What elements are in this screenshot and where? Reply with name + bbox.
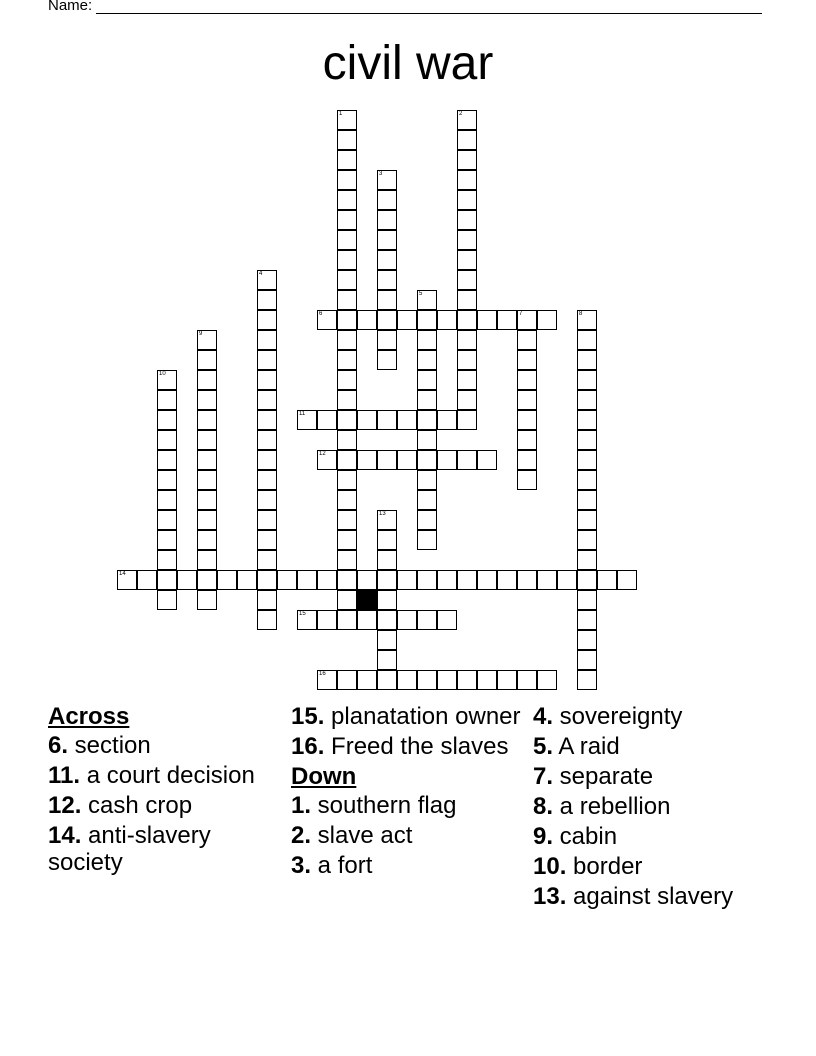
grid-cell[interactable]: [477, 570, 497, 590]
grid-cell[interactable]: [417, 450, 437, 470]
grid-cell[interactable]: [317, 410, 337, 430]
grid-cell[interactable]: [377, 410, 397, 430]
grid-cell[interactable]: [337, 670, 357, 690]
clue-2: 2. slave act: [291, 822, 413, 849]
grid-cell[interactable]: [377, 550, 397, 570]
grid-cell[interactable]: [417, 510, 437, 530]
grid-cell[interactable]: [257, 410, 277, 430]
grid-cell[interactable]: [617, 570, 637, 590]
grid-cell[interactable]: [437, 450, 457, 470]
grid-cell[interactable]: [357, 610, 377, 630]
name-label: Name:: [48, 0, 93, 14]
grid-cell[interactable]: [377, 630, 397, 650]
grid-cell[interactable]: [397, 610, 417, 630]
grid-cell[interactable]: [317, 450, 337, 470]
grid-cell[interactable]: [377, 350, 397, 370]
grid-cell[interactable]: [257, 530, 277, 550]
grid-cell[interactable]: [397, 410, 417, 430]
cell-number: 8: [579, 311, 583, 317]
clue-5: 5. A raid: [533, 733, 620, 760]
grid-cell[interactable]: [157, 410, 177, 430]
grid-cell[interactable]: [517, 450, 537, 470]
grid-cell[interactable]: [197, 550, 217, 570]
grid-cell[interactable]: [197, 590, 217, 610]
grid-cell[interactable]: [457, 230, 477, 250]
grid-cell[interactable]: [517, 310, 537, 330]
clue-4: 4. sovereignty: [533, 703, 683, 730]
grid-cell[interactable]: [417, 530, 437, 550]
grid-cell[interactable]: [437, 610, 457, 630]
grid-cell[interactable]: [157, 490, 177, 510]
grid-cell[interactable]: [337, 570, 357, 590]
clue-9: 9. cabin: [533, 823, 618, 850]
grid-cell[interactable]: [377, 190, 397, 210]
grid-cell[interactable]: [377, 590, 397, 610]
grid-cell[interactable]: [457, 130, 477, 150]
grid-cell[interactable]: [297, 570, 317, 590]
grid-cell[interactable]: [157, 510, 177, 530]
grid-cell[interactable]: [377, 510, 397, 530]
grid-cell[interactable]: [517, 370, 537, 390]
grid-cell[interactable]: [197, 330, 217, 350]
grid-cell[interactable]: [337, 450, 357, 470]
clue-10: 10. border: [533, 853, 643, 880]
clues-column-2: [291, 703, 521, 882]
cell-number: 4: [259, 271, 263, 277]
grid-cell[interactable]: [157, 530, 177, 550]
grid-cell[interactable]: [317, 570, 337, 590]
cell-number: 1: [339, 111, 343, 117]
grid-cell[interactable]: [337, 210, 357, 230]
grid-cell[interactable]: [577, 590, 597, 610]
cell-number: 6: [319, 311, 323, 317]
grid-cell[interactable]: [137, 570, 157, 590]
grid-cell[interactable]: [337, 530, 357, 550]
grid-cell[interactable]: [257, 610, 277, 630]
grid-cell[interactable]: [217, 570, 237, 590]
grid-cell[interactable]: [337, 170, 357, 190]
grid-cell[interactable]: [577, 550, 597, 570]
cell-number: 12: [319, 451, 326, 457]
grid-cell[interactable]: [157, 570, 177, 590]
clue-1: 1. southern flag: [291, 792, 457, 819]
grid-cell[interactable]: [337, 310, 357, 330]
grid-cell[interactable]: [317, 610, 337, 630]
grid-cell[interactable]: [337, 390, 357, 410]
grid-cell[interactable]: [157, 550, 177, 570]
grid-cell[interactable]: [417, 390, 437, 410]
cell-number: 10: [159, 371, 166, 377]
grid-cell[interactable]: [397, 570, 417, 590]
grid-cell[interactable]: [457, 370, 477, 390]
grid-cell[interactable]: [377, 170, 397, 190]
page-title: civil war: [322, 37, 494, 90]
grid-cell[interactable]: [457, 390, 477, 410]
grid-cell[interactable]: [577, 330, 597, 350]
grid-cell[interactable]: [257, 490, 277, 510]
grid-cell[interactable]: [457, 150, 477, 170]
grid-cell[interactable]: [377, 250, 397, 270]
grid-cell[interactable]: [377, 330, 397, 350]
grid-cell[interactable]: [537, 670, 557, 690]
grid-cell[interactable]: [257, 450, 277, 470]
grid-cell[interactable]: [397, 310, 417, 330]
grid-cell[interactable]: [417, 410, 437, 430]
grid-cell[interactable]: [577, 650, 597, 670]
grid-cell[interactable]: [517, 570, 537, 590]
grid-cell[interactable]: [157, 430, 177, 450]
clue-6: 6. section: [48, 732, 151, 759]
cell-number: 11: [299, 411, 306, 417]
grid-cell[interactable]: [417, 370, 437, 390]
grid-cell[interactable]: [357, 410, 377, 430]
grid-cell[interactable]: [197, 510, 217, 530]
grid-cell[interactable]: [257, 270, 277, 290]
grid-cell[interactable]: [357, 450, 377, 470]
grid-cell[interactable]: [337, 410, 357, 430]
grid-cell[interactable]: [517, 350, 537, 370]
grid-cell[interactable]: [457, 670, 477, 690]
grid-cell[interactable]: [497, 310, 517, 330]
grid-cell[interactable]: [197, 370, 217, 390]
grid-cell[interactable]: [497, 570, 517, 590]
grid-cell[interactable]: [257, 570, 277, 590]
clue-3: 3. a fort: [291, 852, 373, 879]
grid-cell[interactable]: [317, 670, 337, 690]
grid-cell[interactable]: [457, 350, 477, 370]
grid-cell[interactable]: [437, 310, 457, 330]
grid-cell[interactable]: [577, 530, 597, 550]
grid-cell[interactable]: [457, 330, 477, 350]
grid-cell[interactable]: [417, 330, 437, 350]
cell-number: 15: [299, 611, 306, 617]
grid-cell[interactable]: [157, 470, 177, 490]
grid-cell[interactable]: [337, 610, 357, 630]
grid-cell[interactable]: [577, 610, 597, 630]
grid-cell[interactable]: [517, 390, 537, 410]
grid-cell[interactable]: [517, 330, 537, 350]
grid-cell[interactable]: [577, 410, 597, 430]
grid-cell[interactable]: [457, 210, 477, 230]
grid-cell[interactable]: [577, 310, 597, 330]
grid-cell[interactable]: [577, 430, 597, 450]
grid-cell[interactable]: [577, 470, 597, 490]
clues-column-3: [533, 703, 763, 913]
grid-cell[interactable]: [337, 270, 357, 290]
grid-cell[interactable]: [257, 430, 277, 450]
grid-cell[interactable]: [337, 550, 357, 570]
grid-cell[interactable]: [377, 310, 397, 330]
grid-cell[interactable]: [197, 350, 217, 370]
grid-cell[interactable]: [377, 650, 397, 670]
grid-cell[interactable]: [357, 310, 377, 330]
clues-column-1: [48, 703, 278, 879]
clue-8: 8. a rebellion: [533, 793, 671, 820]
grid-cell[interactable]: [577, 630, 597, 650]
grid-cell[interactable]: [397, 670, 417, 690]
grid-cell[interactable]: [197, 430, 217, 450]
grid-cell[interactable]: [577, 370, 597, 390]
grid-cell[interactable]: [457, 410, 477, 430]
grid-cell[interactable]: [417, 310, 437, 330]
down-heading: Down: [291, 763, 357, 790]
grid-cell[interactable]: [577, 390, 597, 410]
cell-number: 9: [199, 331, 203, 337]
grid-cell[interactable]: [337, 190, 357, 210]
clue-13: 13. against slavery: [533, 883, 734, 910]
grid-cell[interactable]: [517, 430, 537, 450]
grid-cell[interactable]: [257, 590, 277, 610]
grid-cell[interactable]: [377, 610, 397, 630]
cell-number: 5: [419, 291, 423, 297]
grid-cell[interactable]: [197, 470, 217, 490]
grid-cell[interactable]: [577, 350, 597, 370]
grid-cell[interactable]: [457, 190, 477, 210]
grid-cell[interactable]: [257, 390, 277, 410]
grid-cell[interactable]: [517, 410, 537, 430]
cell-number: 13: [379, 511, 386, 517]
grid-cell[interactable]: [297, 410, 317, 430]
grid-cell[interactable]: [317, 310, 337, 330]
grid-cell[interactable]: [557, 570, 577, 590]
grid-cell[interactable]: [417, 570, 437, 590]
grid-cell[interactable]: [457, 250, 477, 270]
grid-cell[interactable]: [257, 330, 277, 350]
grid-cell[interactable]: [337, 330, 357, 350]
grid-cell[interactable]: [477, 450, 497, 470]
grid-cell[interactable]: [117, 570, 137, 590]
grid-cell[interactable]: [337, 510, 357, 530]
grid-cell[interactable]: [337, 350, 357, 370]
grid-cell[interactable]: [177, 570, 197, 590]
grid-cell[interactable]: [337, 470, 357, 490]
grid-cell[interactable]: [337, 130, 357, 150]
grid-cell[interactable]: [337, 490, 357, 510]
cell-number: 3: [379, 171, 383, 177]
grid-cell[interactable]: [257, 510, 277, 530]
grid-cell[interactable]: [197, 530, 217, 550]
grid-cell[interactable]: [377, 210, 397, 230]
grid-cell[interactable]: [257, 290, 277, 310]
grid-cell[interactable]: [457, 270, 477, 290]
grid-cell[interactable]: [197, 450, 217, 470]
clue-16: 16. Freed the slaves: [291, 733, 509, 760]
grid-cell[interactable]: [517, 670, 537, 690]
grid-cell[interactable]: [457, 570, 477, 590]
grid-cell[interactable]: [577, 670, 597, 690]
grid-cell[interactable]: [197, 390, 217, 410]
grid-cell[interactable]: [337, 110, 357, 130]
grid-cell[interactable]: [257, 470, 277, 490]
grid-cell[interactable]: [157, 450, 177, 470]
clue-11: 11. a court decision: [48, 762, 255, 789]
grid-cell[interactable]: [417, 610, 437, 630]
grid-cell[interactable]: [337, 290, 357, 310]
grid-cell[interactable]: [257, 310, 277, 330]
cell-number: 2: [459, 111, 463, 117]
black-cell: [357, 590, 377, 610]
grid-cell[interactable]: [357, 570, 377, 590]
grid-cell[interactable]: [377, 230, 397, 250]
grid-cell[interactable]: [277, 570, 297, 590]
grid-cell[interactable]: [237, 570, 257, 590]
grid-cell[interactable]: [157, 590, 177, 610]
grid-cell[interactable]: [337, 230, 357, 250]
grid-cell[interactable]: [417, 350, 437, 370]
grid-cell[interactable]: [417, 670, 437, 690]
cell-number: 14: [119, 571, 126, 577]
clue-12: 12. cash crop: [48, 792, 193, 819]
grid-cell[interactable]: [197, 570, 217, 590]
grid-cell[interactable]: [457, 310, 477, 330]
across-heading: Across: [48, 703, 130, 730]
grid-cell[interactable]: [577, 510, 597, 530]
clue-14: 14. anti-slavery society: [48, 822, 211, 876]
grid-cell[interactable]: [337, 250, 357, 270]
grid-cell[interactable]: [577, 570, 597, 590]
grid-cell[interactable]: [477, 310, 497, 330]
cell-number: 7: [519, 311, 523, 317]
grid-cell[interactable]: [157, 390, 177, 410]
grid-cell[interactable]: [357, 670, 377, 690]
grid-cell[interactable]: [157, 370, 177, 390]
grid-cell[interactable]: [197, 490, 217, 510]
grid-cell[interactable]: [457, 450, 477, 470]
grid-cell[interactable]: [377, 290, 397, 310]
grid-cell[interactable]: [257, 370, 277, 390]
grid-cell[interactable]: [417, 490, 437, 510]
grid-cell[interactable]: [377, 570, 397, 590]
grid-cell[interactable]: [497, 670, 517, 690]
grid-cell[interactable]: [337, 370, 357, 390]
grid-cell[interactable]: [437, 410, 457, 430]
grid-cell[interactable]: [457, 170, 477, 190]
grid-cell[interactable]: [377, 270, 397, 290]
cell-number: 16: [319, 671, 326, 677]
grid-cell[interactable]: [577, 490, 597, 510]
grid-cell[interactable]: [257, 350, 277, 370]
grid-cell[interactable]: [457, 110, 477, 130]
grid-cell[interactable]: [597, 570, 617, 590]
grid-cell[interactable]: [417, 430, 437, 450]
grid-cell[interactable]: [337, 590, 357, 610]
grid-cell[interactable]: [377, 450, 397, 470]
grid-cell[interactable]: [537, 310, 557, 330]
grid-cell[interactable]: [417, 290, 437, 310]
grid-cell[interactable]: [437, 570, 457, 590]
clue-15: 15. planatation owner: [291, 703, 521, 730]
grid-cell[interactable]: [257, 550, 277, 570]
clue-7: 7. separate: [533, 763, 654, 790]
grid-cell[interactable]: [297, 610, 317, 630]
grid-cell[interactable]: [457, 290, 477, 310]
grid-cell[interactable]: [197, 410, 217, 430]
grid-cell[interactable]: [577, 450, 597, 470]
grid-cell[interactable]: [377, 670, 397, 690]
grid-cell[interactable]: [377, 530, 397, 550]
grid-cell[interactable]: [417, 470, 437, 490]
grid-cell[interactable]: [437, 670, 457, 690]
grid-cell[interactable]: [477, 670, 497, 690]
grid-cell[interactable]: [517, 470, 537, 490]
grid-cell[interactable]: [397, 450, 417, 470]
grid-cell[interactable]: [337, 430, 357, 450]
grid-cell[interactable]: [537, 570, 557, 590]
grid-cell[interactable]: [337, 150, 357, 170]
